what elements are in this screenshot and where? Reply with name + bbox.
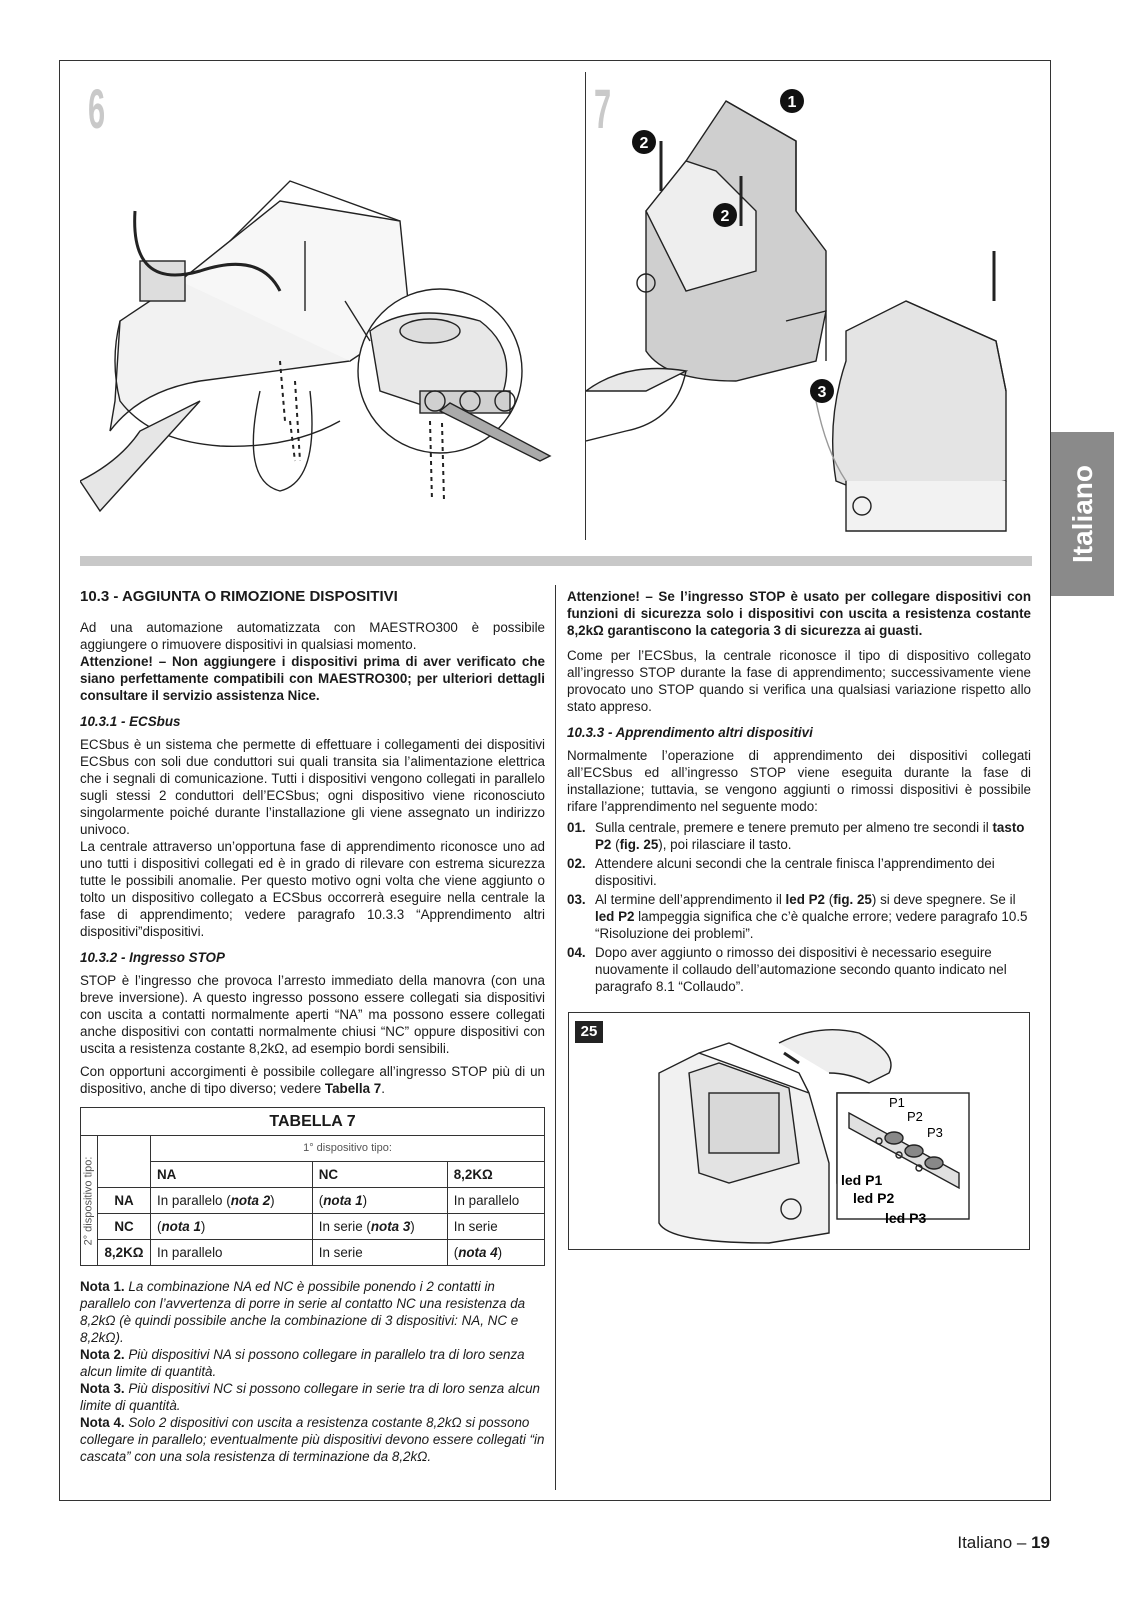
section-heading: 10.3 - AGGIUNTA O RIMOZIONE DISPOSITIVI [80, 588, 398, 605]
row-header: NA [98, 1188, 151, 1214]
table-row [81, 1214, 545, 1240]
table-cell: In serie (nota 3) [312, 1214, 447, 1240]
row-header: 8,2KΩ [98, 1240, 151, 1266]
subsection-heading: 10.3.3 - Apprendimento altri dispositivi [567, 725, 813, 740]
table-title: TABELLA 7 [81, 1108, 545, 1136]
learning-steps [567, 819, 1031, 995]
section-divider [80, 556, 1032, 566]
table-row [81, 1240, 545, 1266]
figure-number: 25 [575, 1021, 603, 1043]
figure-7 [586, 61, 1048, 540]
note-1: Nota 1. La combinazione NA ed NC è possibile ponendo i 2 contatti in parallelo con l’avvertenza di porre in serie al contatto NC una resistenza da 8,2kΩ (è quindi possibile anche la combinazione di 3 dispositivi: NA, NC e 8,2kΩ). [80, 1279, 526, 1345]
note-4: Nota 4. Solo 2 dispositivi con uscita a resistenza costante 8,2kΩ si possono collegare in parallelo; eventualmente più dispositivi devono essere collegati “in cascata” con una sola resistenza di terminazione da 8,2kΩ. [80, 1415, 545, 1464]
list-item: 02. Attendere alcuni secondi che la centrale finisca l’apprendimento dei dispositivi. [567, 856, 995, 888]
stop-paragraph-1: STOP è l’ingresso che provoca l’arresto immediato della manovra (con una breve inversione). A questo ingresso possono essere collegati sia dispositivi con uscita a contatti normalmente aperti “NA” ma possono essere collegati anche dispositivi con contatti normalmente chiusi “NC” oppure dispositivi con uscita a resistenza costante 8,2kΩ, ad esempio bordi sensibili. [80, 973, 545, 1056]
list-item: 04. Dopo aver aggiunto o rimosso dei dispositivi è necessario eseguire nuovamente il collaudo dell’automazione secondo quanto indicato nel paragrafo 8.1 “Collaudo”. [567, 945, 1007, 994]
table-7 [80, 1107, 545, 1266]
table-corner [98, 1136, 151, 1188]
intro-paragraph: Ad una automazione automatizzata con MAESTRO300 è possibile aggiungere o rimuovere dispositivi in qualsiasi momento. [80, 620, 545, 652]
figure-number: 6 [88, 77, 106, 140]
p2-label: P2 [907, 1109, 923, 1124]
ecsbus-paragraph-2: La centrale attraverso un’opportuna fase di apprendimento riconosce uno ad uno tutti i dispositivi collegati ed è in grado di rilevare con estrema sicurezza tutte le possibili anomalie. Per questo motivo ogni volta che viene aggiunto o tolto un dispositivo collegato a ECSbus occorrerà eseguire nella centrale la fase di apprendimento; vedere paragrafo 10.3.3 “Apprendimento altri dispositivi”dispositivi. [80, 839, 545, 939]
led-p2-label: led P2 [853, 1190, 895, 1206]
list-item: 01. Sulla centrale, premere e tenere premuto per almeno tre secondi il tasto P2 (fig. 25), poi rilasciare il tasto. [567, 820, 1025, 852]
language-tab-label: Italiano [1066, 464, 1098, 564]
notes-block [80, 1278, 545, 1465]
table-cell: (nota 4) [447, 1240, 544, 1266]
figure-6 [80, 61, 585, 540]
warning-paragraph: Attenzione! – Non aggiungere i dispositivi prima di aver verificato che siano perfettamente compatibili con MAESTRO300; per ulteriori dettagli consultare il servizio assistenza Nice. [80, 654, 545, 703]
callout-2: 2 [639, 135, 649, 152]
control-unit-illustration [569, 1013, 1029, 1249]
table-cell: In serie [447, 1214, 544, 1240]
figure-25 [568, 1012, 1030, 1250]
subsection-heading: 10.3.2 - Ingresso STOP [80, 950, 225, 965]
note-2: Nota 2. Più dispositivi NA si possono collegare in parallelo tra di loro senza alcun limite di quantità. [80, 1347, 525, 1379]
ecsbus-paragraph-1: ECSbus è un sistema che permette di effettuare i collegamenti dei dispositivi ECSbus con soli due conduttori sui quali transita sia l’alimentazione elettrica che i segnali di comunicazione. Tutti i dispositivi vengono collegati in parallelo sugli stessi 2 conduttori dell’ECSbus; ogni dispositivo viene riconosciuto singolarmente poiché durante l’installazione gli viene assegnato un indirizzo univoco. [80, 737, 545, 837]
table-cell: (nota 1) [151, 1214, 313, 1240]
learning-paragraph: Normalmente l’operazione di apprendimento dei dispositivi collegati all’ECSbus ed all’ingresso STOP viene eseguita durante la fase di installazione; tuttavia, se vengono aggiunti o rimossi dispositivi è possibile rifare l’apprendimento nel seguente modo: [567, 748, 1031, 814]
row-group-label: 2° dispositivo tipo: [81, 1136, 98, 1266]
subsection-heading: 10.3.1 - ECSbus [80, 714, 181, 729]
footer-language: Italiano – [957, 1533, 1032, 1552]
p3-label: P3 [927, 1125, 943, 1140]
table-cell: In parallelo [447, 1188, 544, 1214]
stop-paragraph-2: Con opportuni accorgimenti è possibile collegare all’ingresso STOP più di un dispositivo, anche di tipo diverso; vedere Tabella 7. [80, 1064, 545, 1096]
callout-2b: 2 [720, 208, 730, 225]
motor-illustration-fig7 [586, 61, 1048, 540]
led-p1-label: led P1 [841, 1172, 883, 1188]
table-row [81, 1188, 545, 1214]
col-group-label: 1° dispositivo tipo: [151, 1136, 545, 1162]
right-column [567, 588, 1031, 999]
callout-3: 3 [817, 384, 827, 401]
motor-illustration-fig6 [80, 61, 585, 540]
table-cell: (nota 1) [312, 1188, 447, 1214]
callout-1: 1 [787, 94, 797, 111]
table-cell: In serie [312, 1240, 447, 1266]
col-header: NA [151, 1162, 313, 1188]
language-tab [1051, 432, 1114, 596]
table-cell: In parallelo [151, 1240, 313, 1266]
row-header: NC [98, 1214, 151, 1240]
led-p3-label: led P3 [885, 1210, 927, 1226]
column-separator [555, 585, 556, 1490]
page-footer [957, 1533, 1050, 1553]
col-header: 8,2KΩ [447, 1162, 544, 1188]
note-3: Nota 3. Più dispositivi NC si possono collegare in serie tra di loro senza alcun limite di quantità. [80, 1381, 540, 1413]
stop-learning-paragraph: Come per l’ECSbus, la centrale riconosce il tipo di dispositivo collegato all’ingresso STOP durante la fase di apprendimento; successivamente viene provocato uno STOP quando si verifica una qualsiasi variazione rispetto allo stato appreso. [567, 648, 1031, 714]
figure-number: 7 [594, 77, 612, 140]
p1-label: P1 [889, 1095, 905, 1110]
page-number: 19 [1031, 1533, 1050, 1552]
stop-warning: Attenzione! – Se l’ingresso STOP è usato per collegare dispositivi con funzioni di sicurezza solo i dispositivi con uscita a resistenza costante 8,2kΩ garantiscono la categoria 3 di sicurezza ai guasti. [567, 589, 1031, 638]
table-cell: In parallelo (nota 2) [151, 1188, 313, 1214]
left-column [80, 588, 545, 1465]
col-header: NC [312, 1162, 447, 1188]
list-item: 03. Al termine dell’apprendimento il led P2 (fig. 25) si deve spegnere. Se il led P2 lampeggia significa che c’è qualche errore; vedere paragrafo 10.5 “Risoluzione dei problemi”. [567, 892, 1028, 941]
